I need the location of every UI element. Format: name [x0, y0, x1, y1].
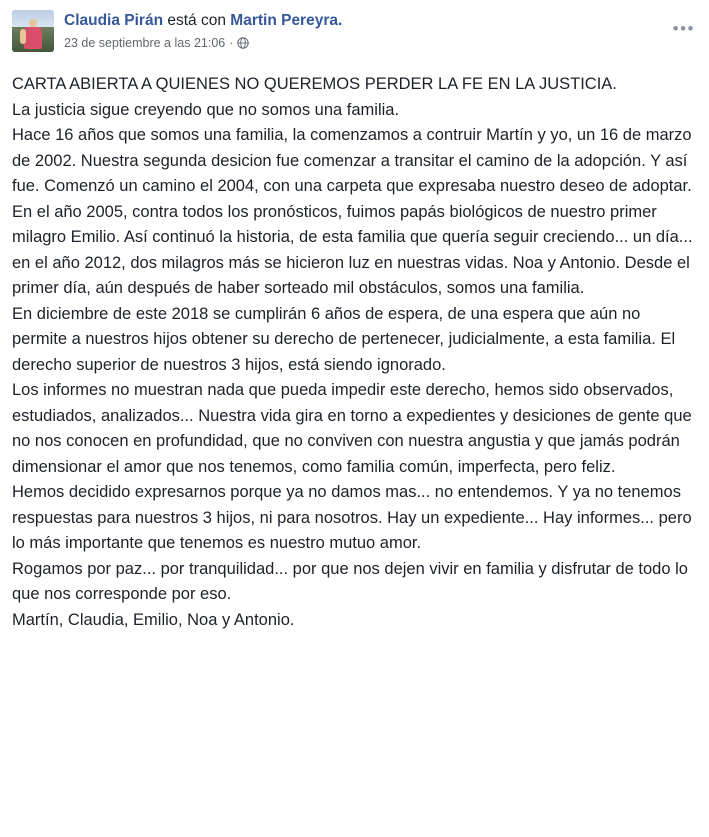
avatar-person-body	[24, 27, 42, 49]
post-with-text: está con	[167, 12, 226, 29]
post-meta-separator: ·	[229, 36, 234, 50]
post-paragraph: En diciembre de este 2018 se cumplirán 6 años de espera, de una espera que aún no permite a nuestros hijos obtener su derecho de pertenecer, judicialmente, a esta familia. El derecho superior de nuestros 3 hijos, está siendo ignorado.	[12, 304, 676, 374]
post-meta	[64, 34, 697, 52]
post-paragraph: Hemos decidido expresarnos porque ya no damos mas... no entendemos. Y ya no tenemos respuestas para nuestros 3 hijos, ni para nosotros. Hay un expediente... Hay informes... pero lo más importante que tenemos es nuestro mutuo amor.	[12, 483, 692, 552]
post-paragraph: Hace 16 años que somos una familia, la comenzamos a contruir Martín y yo, un 16 de marzo de 2002. Nuestra segunda desicion fue comenzar a transitar el camino de la adopción. Y así fue. Comenzó un camino el 2004, con una carpeta que expresaba nuestro deseo de adoptar. En el año 2005, contra todos los pronósticos, fuimos papás biológicos de nuestro primer milagro Emilio. Así continuó la historia, de esta familia que quería seguir creciendo... un día... en el año 2012, dos milagros más se hicieron luz en nuestras vidas. Noa y Antonio. Desde el primer día, aún después de haber sorteado mil obstáculos, somos una familia.	[12, 126, 693, 297]
globe-icon[interactable]	[237, 37, 249, 49]
post-timestamp[interactable]: 23 de septiembre a las 21:06	[64, 36, 226, 50]
post-tagged-person-link[interactable]: Martin Pereyra.	[230, 12, 343, 29]
avatar-person-arm	[20, 29, 26, 44]
post-body	[12, 72, 697, 633]
post-byline	[64, 11, 697, 31]
post-header	[12, 10, 697, 56]
post-paragraph: CARTA ABIERTA A QUIENES NO QUEREMOS PERDER LA FE EN LA JUSTICIA.	[12, 75, 617, 93]
avatar-person-head	[29, 19, 37, 27]
post-paragraph: La justicia sigue creyendo que no somos una familia.	[12, 100, 400, 119]
post-paragraph: Rogamos por paz... por tranquilidad... por que nos dejen vivir en familia y disfrutar de todo lo que nos corresponde por eso.	[12, 559, 688, 603]
post-paragraph: Martín, Claudia, Emilio, Noa y Antonio.	[12, 610, 295, 629]
avatar[interactable]	[12, 10, 54, 52]
post-header-text	[64, 10, 697, 52]
post-paragraph: Los informes no muestran nada que pueda impedir este derecho, hemos sido observados, estudiados, analizados... Nuestra vida gira en torno a expedientes y desiciones de gente que no nos conocen en profundidad, que no conviven con nuestra angustia y que jamás podrán dimensionar el amor que nos tenemos, como familia común, imperfecta, pero feliz.	[12, 381, 692, 476]
post-more-options-button[interactable]: •••	[672, 19, 695, 38]
post-author-link[interactable]: Claudia Pirán	[64, 12, 164, 29]
